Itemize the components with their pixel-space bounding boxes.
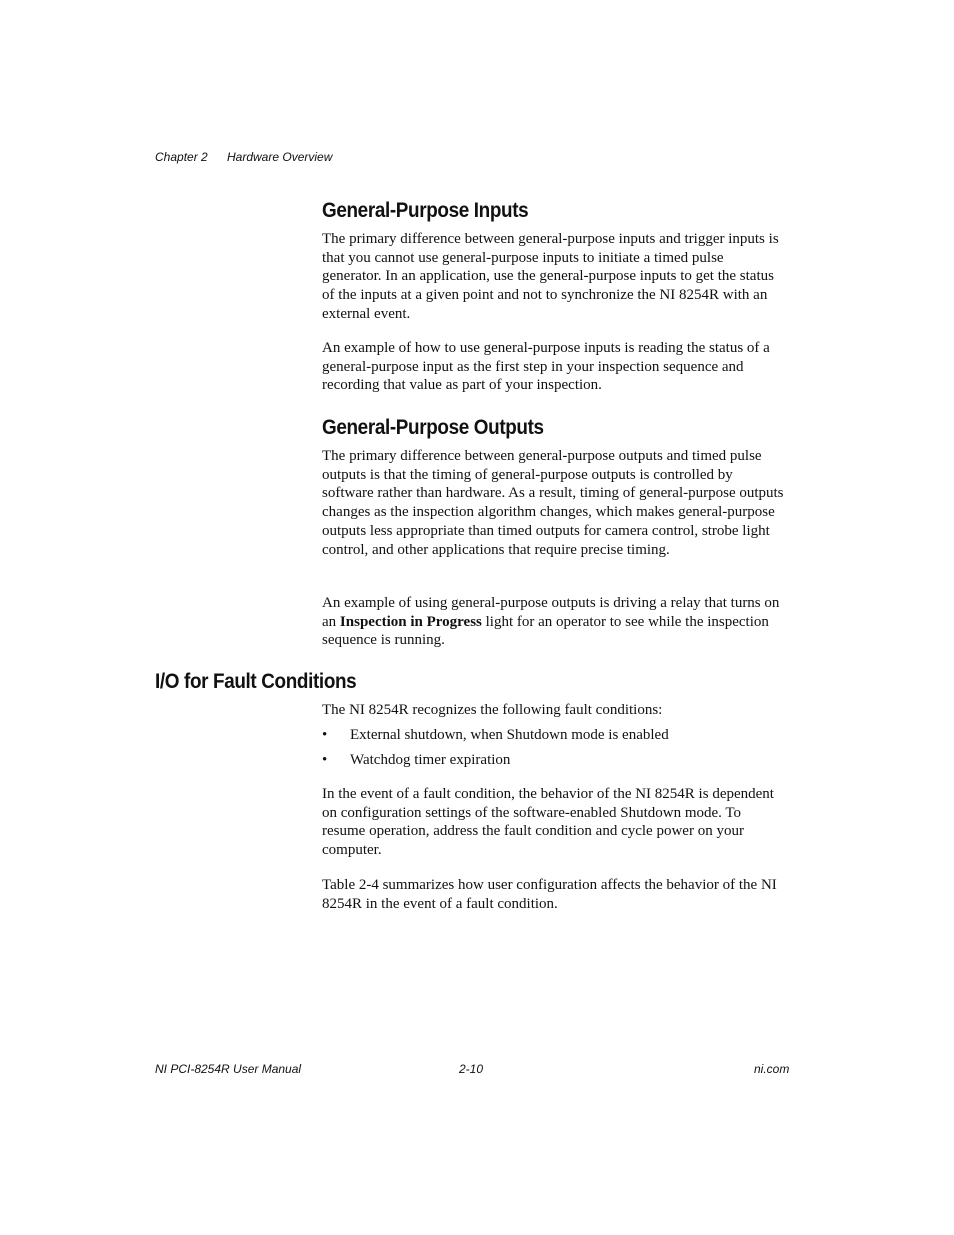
footer-website-link[interactable]: ni.com [754,1062,790,1076]
gp-outputs-p2-text-before: An example of using general-purpose outputs is driving a relay that turns on an [322,595,780,630]
gp-outputs-paragraph-2 [322,594,786,650]
fault-paragraph-2: In the event of a fault condition, the behavior of the NI 8254R is dependent on configuration settings of the software-enabled Shutdown mode. To resume operation, address the fault condition and cycle power on your computer. [322,786,774,859]
heading-general-purpose-outputs: General-Purpose Outputs [322,416,544,439]
list-item-text: External shutdown, when Shutdown mode is enabled [350,727,669,743]
gp-inputs-paragraph-2: An example of how to use general-purpose inputs is reading the status of a general-purpose input as the first step in your inspection sequence and recording that value as part of your inspection. [322,340,770,394]
gp-outputs-paragraph-1: The primary difference between general-purpose outputs and timed pulse outputs is that the timing of general-purpose outputs is controlled by software rather than hardware. As a result, timing of general-purpose outputs changes as the inspection algorithm changes, which makes general-purpose outputs less appropriate than timed outputs for camera control, strobe light control, and other applications that require precise timing. [322,448,784,558]
bullet-marker: • [322,727,328,743]
heading-general-purpose-inputs: General-Purpose Inputs [322,199,529,222]
footer-page-number: 2-10 [459,1062,484,1076]
fault-paragraph-3: Table 2-4 summarizes how user configuration affects the behavior of the NI 8254R in the event of a fault condition. [322,877,777,912]
list-item-text: Watchdog timer expiration [350,752,511,768]
footer-manual-title: NI PCI-8254R User Manual [155,1062,302,1076]
heading-io-fault-conditions: I/O for Fault Conditions [155,670,357,693]
running-header [155,150,332,164]
fault-intro: The NI 8254R recognizes the following fault conditions: [322,702,663,718]
bullet-marker: • [322,752,328,768]
inspection-in-progress-term: Inspection in Progress [339,613,482,630]
chapter-title: Hardware Overview [227,150,333,164]
gp-outputs-p2-text-after: light for an operator to see while the inspection sequence is running. [322,613,769,649]
gp-inputs-paragraph-1: The primary difference between general-purpose inputs and trigger inputs is that you cannot use general-purpose inputs to initiate a timed pulse generator. In an application, use the general-purpose inputs to get the status of the inputs at a given point and not to synchronize the NI 8254R with an external event. [322,231,779,322]
chapter-label: Chapter 2 [155,150,208,164]
